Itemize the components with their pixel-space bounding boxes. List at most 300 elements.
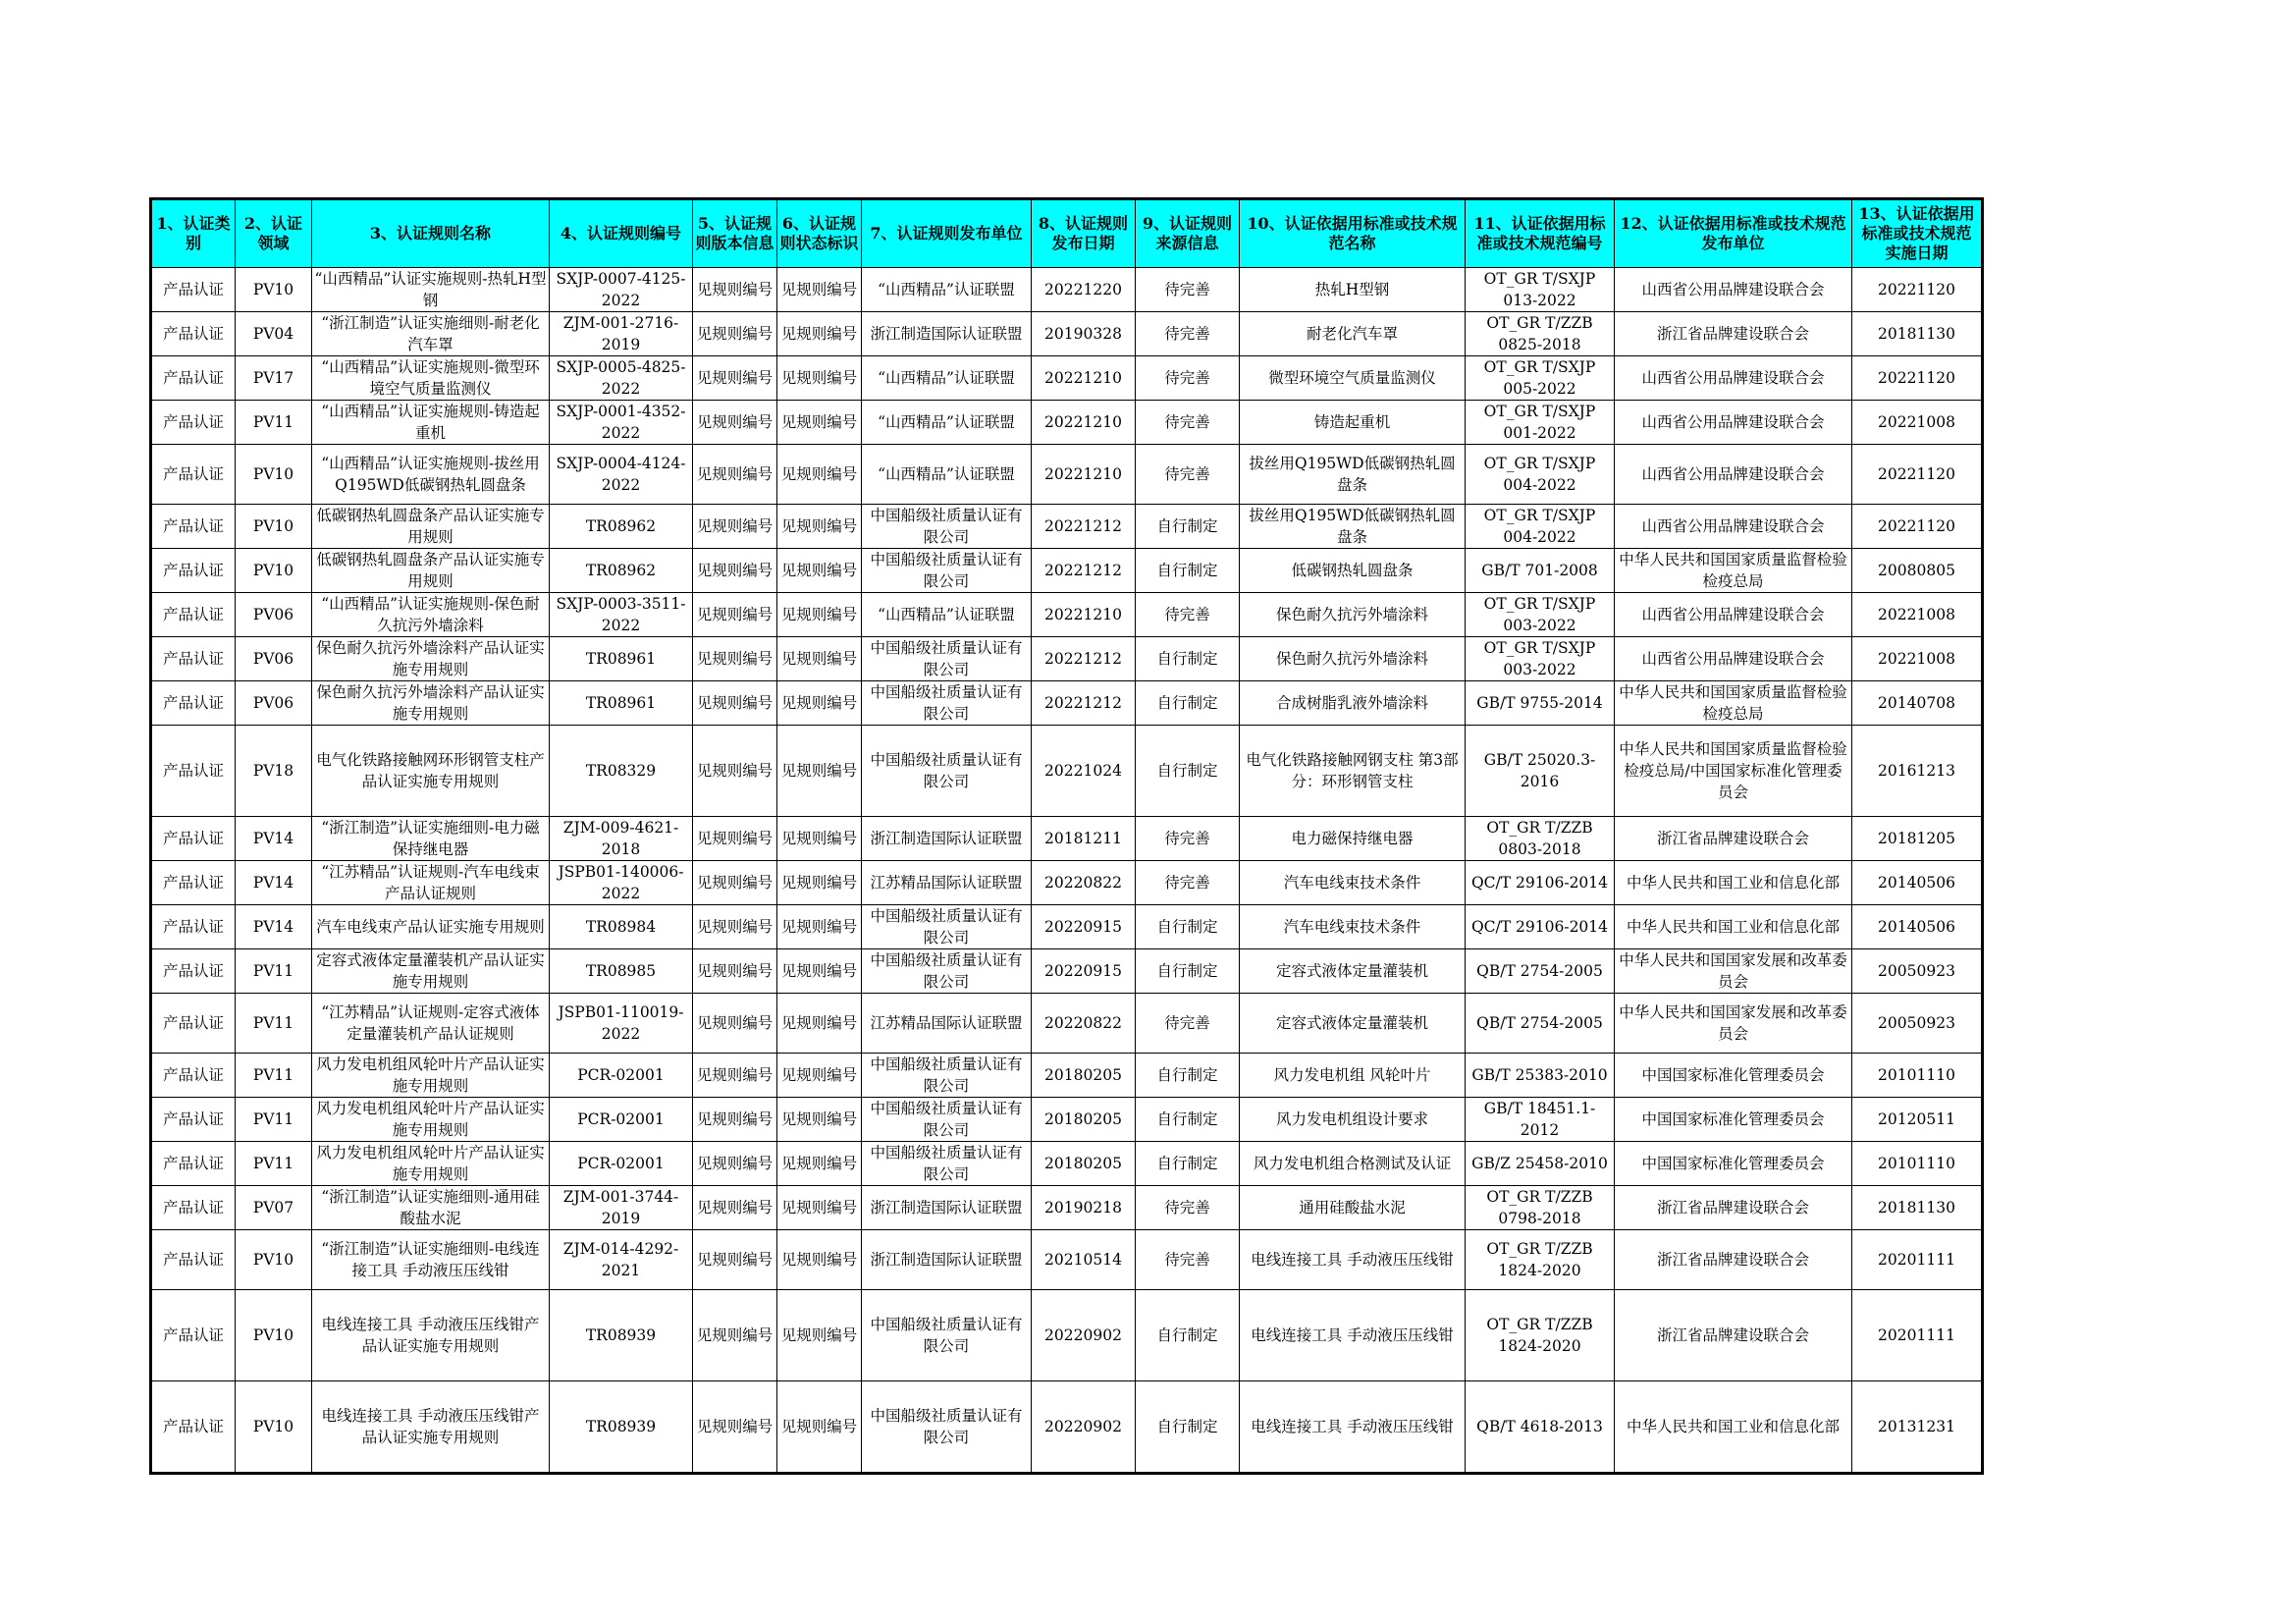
table-cell-col-12: 中华人民共和国工业和信息化部 [1615, 905, 1852, 949]
table-cell-col-13: 20140506 [1852, 905, 1983, 949]
table-cell-col-2: PV10 [236, 1290, 312, 1381]
column-header-12: 12、认证依据用标准或技术规范发布单位 [1615, 199, 1852, 268]
table-cell-col-12: 山西省公用品牌建设联合会 [1615, 505, 1852, 549]
table-cell-col-2: PV10 [236, 1381, 312, 1474]
table-cell-col-11: OT_GR T/SXJP 001-2022 [1466, 401, 1615, 445]
column-header-1: 1、认证类别 [151, 199, 236, 268]
table-cell-col-6: 见规则编号 [777, 994, 862, 1054]
column-header-8: 8、认证规则发布日期 [1032, 199, 1136, 268]
table-cell-col-9: 自行制定 [1136, 726, 1240, 817]
table-cell-col-4: ZJM-001-2716-2019 [550, 312, 693, 356]
table-cell-col-12: 中华人民共和国国家质量监督检验检疫总局/中国国家标准化管理委员会 [1615, 726, 1852, 817]
table-cell-col-7: 中国船级社质量认证有限公司 [862, 949, 1032, 994]
table-cell-col-2: PV11 [236, 1142, 312, 1186]
table-cell-col-4: ZJM-001-3744-2019 [550, 1186, 693, 1230]
table-cell-col-4: SXJP-0003-3511-2022 [550, 593, 693, 637]
table-cell-col-4: JSPB01-110019-2022 [550, 994, 693, 1054]
table-row [151, 1186, 1983, 1230]
table-cell-col-2: PV07 [236, 1186, 312, 1230]
table-cell-col-8: 20190328 [1032, 312, 1136, 356]
table-cell-col-9: 待完善 [1136, 1186, 1240, 1230]
table-cell-col-10: 拔丝用Q195WD低碳钢热轧圆盘条 [1240, 505, 1466, 549]
table-cell-col-5: 见规则编号 [693, 1054, 777, 1098]
table-cell-col-8: 20220915 [1032, 949, 1136, 994]
table-cell-col-6: 见规则编号 [777, 1230, 862, 1290]
table-cell-col-5: 见规则编号 [693, 549, 777, 593]
table-row [151, 401, 1983, 445]
table-cell-col-4: PCR-02001 [550, 1098, 693, 1142]
table-cell-col-1: 产品认证 [151, 949, 236, 994]
table-cell-col-1: 产品认证 [151, 861, 236, 905]
table-cell-col-12: 山西省公用品牌建设联合会 [1615, 445, 1852, 505]
table-cell-col-12: 山西省公用品牌建设联合会 [1615, 593, 1852, 637]
table-cell-col-11: OT_GR T/SXJP 003-2022 [1466, 593, 1615, 637]
table-cell-col-10: 定容式液体定量灌装机 [1240, 949, 1466, 994]
table-cell-col-4: TR08962 [550, 549, 693, 593]
table-cell-col-2: PV17 [236, 356, 312, 401]
table-row [151, 949, 1983, 994]
table-cell-col-1: 产品认证 [151, 637, 236, 681]
table-cell-col-10: 耐老化汽车罩 [1240, 312, 1466, 356]
table-cell-col-10: 微型环境空气质量监测仪 [1240, 356, 1466, 401]
table-cell-col-9: 待完善 [1136, 401, 1240, 445]
table-cell-col-9: 待完善 [1136, 356, 1240, 401]
table-cell-col-3: “浙江制造”认证实施细则-通用硅酸盐水泥 [312, 1186, 550, 1230]
table-cell-col-11: OT_GR T/SXJP 005-2022 [1466, 356, 1615, 401]
table-row [151, 268, 1983, 312]
column-header-7: 7、认证规则发布单位 [862, 199, 1032, 268]
table-cell-col-3: 风力发电机组风轮叶片产品认证实施专用规则 [312, 1142, 550, 1186]
table-cell-col-6: 见规则编号 [777, 817, 862, 861]
table-header-row [151, 199, 1983, 268]
table-cell-col-8: 20210514 [1032, 1230, 1136, 1290]
table-cell-col-9: 待完善 [1136, 593, 1240, 637]
table-cell-col-6: 见规则编号 [777, 505, 862, 549]
table-row [151, 445, 1983, 505]
table-cell-col-5: 见规则编号 [693, 949, 777, 994]
table-cell-col-4: SXJP-0001-4352-2022 [550, 401, 693, 445]
table-cell-col-8: 20221210 [1032, 356, 1136, 401]
table-cell-col-2: PV10 [236, 445, 312, 505]
table-row [151, 637, 1983, 681]
column-header-2: 2、认证领域 [236, 199, 312, 268]
table-cell-col-10: 风力发电机组设计要求 [1240, 1098, 1466, 1142]
table-cell-col-7: 中国船级社质量认证有限公司 [862, 1098, 1032, 1142]
table-cell-col-3: 电气化铁路接触网环形钢管支柱产品认证实施专用规则 [312, 726, 550, 817]
table-cell-col-13: 20221120 [1852, 505, 1983, 549]
table-cell-col-3: “浙江制造”认证实施细则-耐老化汽车罩 [312, 312, 550, 356]
table-cell-col-6: 见规则编号 [777, 445, 862, 505]
table-cell-col-8: 20220915 [1032, 905, 1136, 949]
table-cell-col-13: 20140708 [1852, 681, 1983, 726]
table-cell-col-3: “江苏精品”认证规则-定容式液体定量灌装机产品认证规则 [312, 994, 550, 1054]
table-cell-col-9: 待完善 [1136, 1230, 1240, 1290]
table-cell-col-5: 见规则编号 [693, 1290, 777, 1381]
table-cell-col-6: 见规则编号 [777, 593, 862, 637]
table-cell-col-7: 中国船级社质量认证有限公司 [862, 681, 1032, 726]
table-cell-col-6: 见规则编号 [777, 726, 862, 817]
table-cell-col-6: 见规则编号 [777, 1290, 862, 1381]
table-cell-col-8: 20221220 [1032, 268, 1136, 312]
table-cell-col-2: PV04 [236, 312, 312, 356]
table-cell-col-10: 汽车电线束技术条件 [1240, 905, 1466, 949]
table-cell-col-8: 20220822 [1032, 994, 1136, 1054]
table-cell-col-10: 拔丝用Q195WD低碳钢热轧圆盘条 [1240, 445, 1466, 505]
table-cell-col-9: 待完善 [1136, 268, 1240, 312]
table-cell-col-9: 自行制定 [1136, 1054, 1240, 1098]
table-cell-col-3: “山西精品”认证实施规则-热轧H型钢 [312, 268, 550, 312]
table-cell-col-5: 见规则编号 [693, 861, 777, 905]
table-cell-col-1: 产品认证 [151, 681, 236, 726]
table-cell-col-2: PV11 [236, 401, 312, 445]
table-cell-col-3: “山西精品”认证实施规则-铸造起重机 [312, 401, 550, 445]
table-row [151, 312, 1983, 356]
table-cell-col-10: 铸造起重机 [1240, 401, 1466, 445]
table-cell-col-2: PV18 [236, 726, 312, 817]
table-row [151, 593, 1983, 637]
table-cell-col-7: 浙江制造国际认证联盟 [862, 1230, 1032, 1290]
certification-rules-sheet [149, 197, 1984, 1475]
table-cell-col-2: PV11 [236, 1054, 312, 1098]
table-cell-col-6: 见规则编号 [777, 549, 862, 593]
table-cell-col-6: 见规则编号 [777, 637, 862, 681]
table-cell-col-13: 20221120 [1852, 445, 1983, 505]
table-cell-col-13: 20131231 [1852, 1381, 1983, 1474]
table-cell-col-3: “山西精品”认证实施规则-微型环境空气质量监测仪 [312, 356, 550, 401]
table-cell-col-7: 中国船级社质量认证有限公司 [862, 1142, 1032, 1186]
table-cell-col-4: TR08961 [550, 681, 693, 726]
table-cell-col-6: 见规则编号 [777, 401, 862, 445]
table-cell-col-5: 见规则编号 [693, 637, 777, 681]
table-cell-col-11: OT_GR T/ZZB 1824-2020 [1466, 1290, 1615, 1381]
table-cell-col-5: 见规则编号 [693, 401, 777, 445]
column-header-11: 11、认证依据用标准或技术规范编号 [1466, 199, 1615, 268]
table-cell-col-1: 产品认证 [151, 905, 236, 949]
table-cell-col-1: 产品认证 [151, 1186, 236, 1230]
table-cell-col-3: 定容式液体定量灌装机产品认证实施专用规则 [312, 949, 550, 994]
table-cell-col-8: 20220902 [1032, 1290, 1136, 1381]
table-cell-col-6: 见规则编号 [777, 861, 862, 905]
table-cell-col-11: QB/T 4618-2013 [1466, 1381, 1615, 1474]
table-cell-col-3: 电线连接工具 手动液压压线钳产品认证实施专用规则 [312, 1290, 550, 1381]
table-row [151, 1290, 1983, 1381]
table-cell-col-7: 中国船级社质量认证有限公司 [862, 549, 1032, 593]
table-cell-col-10: 风力发电机组 风轮叶片 [1240, 1054, 1466, 1098]
table-cell-col-12: 中华人民共和国国家质量监督检验检疫总局 [1615, 681, 1852, 726]
table-row [151, 817, 1983, 861]
table-cell-col-10: 电力磁保持继电器 [1240, 817, 1466, 861]
table-cell-col-9: 待完善 [1136, 861, 1240, 905]
table-cell-col-11: OT_GR T/ZZB 1824-2020 [1466, 1230, 1615, 1290]
table-cell-col-11: OT_GR T/SXJP 004-2022 [1466, 505, 1615, 549]
table-cell-col-11: OT_GR T/SXJP 003-2022 [1466, 637, 1615, 681]
table-cell-col-13: 20201111 [1852, 1290, 1983, 1381]
table-cell-col-8: 20221210 [1032, 593, 1136, 637]
table-cell-col-5: 见规则编号 [693, 681, 777, 726]
table-cell-col-7: 中国船级社质量认证有限公司 [862, 505, 1032, 549]
table-cell-col-8: 20220902 [1032, 1381, 1136, 1474]
table-cell-col-2: PV14 [236, 861, 312, 905]
column-header-5: 5、认证规则版本信息 [693, 199, 777, 268]
column-header-3: 3、认证规则名称 [312, 199, 550, 268]
table-cell-col-12: 山西省公用品牌建设联合会 [1615, 268, 1852, 312]
table-cell-col-12: 中国国家标准化管理委员会 [1615, 1098, 1852, 1142]
table-cell-col-1: 产品认证 [151, 549, 236, 593]
table-cell-col-2: PV11 [236, 994, 312, 1054]
table-cell-col-11: GB/T 25383-2010 [1466, 1054, 1615, 1098]
table-row [151, 1054, 1983, 1098]
table-cell-col-10: 汽车电线束技术条件 [1240, 861, 1466, 905]
table-cell-col-13: 20050923 [1852, 994, 1983, 1054]
table-cell-col-10: 低碳钢热轧圆盘条 [1240, 549, 1466, 593]
table-cell-col-11: OT_GR T/ZZB 0798-2018 [1466, 1186, 1615, 1230]
table-cell-col-1: 产品认证 [151, 1230, 236, 1290]
table-cell-col-4: TR08329 [550, 726, 693, 817]
table-cell-col-2: PV10 [236, 268, 312, 312]
table-cell-col-5: 见规则编号 [693, 1098, 777, 1142]
table-row [151, 505, 1983, 549]
table-cell-col-8: 20221210 [1032, 445, 1136, 505]
table-cell-col-10: 电线连接工具 手动液压压线钳 [1240, 1381, 1466, 1474]
table-row [151, 905, 1983, 949]
table-cell-col-2: PV06 [236, 681, 312, 726]
table-cell-col-13: 20221120 [1852, 268, 1983, 312]
table-cell-col-7: “山西精品”认证联盟 [862, 593, 1032, 637]
table-cell-col-1: 产品认证 [151, 505, 236, 549]
table-cell-col-12: 山西省公用品牌建设联合会 [1615, 637, 1852, 681]
table-cell-col-4: TR08939 [550, 1290, 693, 1381]
table-cell-col-10: 电气化铁路接触网钢支柱 第3部分：环形钢管支柱 [1240, 726, 1466, 817]
table-cell-col-1: 产品认证 [151, 445, 236, 505]
table-cell-col-11: GB/T 25020.3-2016 [1466, 726, 1615, 817]
table-cell-col-6: 见规则编号 [777, 1054, 862, 1098]
table-cell-col-10: 保色耐久抗污外墙涂料 [1240, 593, 1466, 637]
table-row [151, 726, 1983, 817]
table-row [151, 549, 1983, 593]
table-cell-col-11: GB/T 701-2008 [1466, 549, 1615, 593]
table-cell-col-8: 20221212 [1032, 637, 1136, 681]
table-cell-col-11: GB/T 9755-2014 [1466, 681, 1615, 726]
table-cell-col-4: JSPB01-140006-2022 [550, 861, 693, 905]
table-cell-col-3: 汽车电线束产品认证实施专用规则 [312, 905, 550, 949]
table-cell-col-9: 自行制定 [1136, 1098, 1240, 1142]
table-cell-col-13: 20181205 [1852, 817, 1983, 861]
table-cell-col-12: 中华人民共和国国家发展和改革委员会 [1615, 994, 1852, 1054]
table-cell-col-5: 见规则编号 [693, 905, 777, 949]
table-row [151, 1230, 1983, 1290]
table-cell-col-9: 自行制定 [1136, 905, 1240, 949]
table-cell-col-10: 热轧H型钢 [1240, 268, 1466, 312]
table-cell-col-6: 见规则编号 [777, 1381, 862, 1474]
table-row [151, 681, 1983, 726]
table-cell-col-11: OT_GR T/SXJP 013-2022 [1466, 268, 1615, 312]
table-cell-col-5: 见规则编号 [693, 268, 777, 312]
column-header-9: 9、认证规则来源信息 [1136, 199, 1240, 268]
table-cell-col-3: “山西精品”认证实施规则-保色耐久抗污外墙涂料 [312, 593, 550, 637]
column-header-6: 6、认证规则状态标识 [777, 199, 862, 268]
table-cell-col-12: 中华人民共和国工业和信息化部 [1615, 1381, 1852, 1474]
table-row [151, 994, 1983, 1054]
table-cell-col-2: PV11 [236, 1098, 312, 1142]
table-cell-col-6: 见规则编号 [777, 1186, 862, 1230]
table-cell-col-10: 风力发电机组合格测试及认证 [1240, 1142, 1466, 1186]
table-cell-col-5: 见规则编号 [693, 312, 777, 356]
table-cell-col-12: 中华人民共和国工业和信息化部 [1615, 861, 1852, 905]
table-cell-col-7: 江苏精品国际认证联盟 [862, 994, 1032, 1054]
table-cell-col-3: “浙江制造”认证实施细则-电线连接工具 手动液压压线钳 [312, 1230, 550, 1290]
table-cell-col-12: 浙江省品牌建设联合会 [1615, 312, 1852, 356]
table-cell-col-2: PV10 [236, 549, 312, 593]
table-cell-col-13: 20161213 [1852, 726, 1983, 817]
table-cell-col-9: 自行制定 [1136, 681, 1240, 726]
table-cell-col-2: PV10 [236, 505, 312, 549]
table-cell-col-4: PCR-02001 [550, 1054, 693, 1098]
table-cell-col-7: 江苏精品国际认证联盟 [862, 861, 1032, 905]
table-cell-col-13: 20181130 [1852, 1186, 1983, 1230]
table-cell-col-6: 见规则编号 [777, 905, 862, 949]
table-cell-col-3: 低碳钢热轧圆盘条产品认证实施专用规则 [312, 505, 550, 549]
table-cell-col-1: 产品认证 [151, 1098, 236, 1142]
table-cell-col-12: 浙江省品牌建设联合会 [1615, 1290, 1852, 1381]
table-cell-col-7: 中国船级社质量认证有限公司 [862, 726, 1032, 817]
table-cell-col-4: TR08985 [550, 949, 693, 994]
table-cell-col-4: SXJP-0005-4825-2022 [550, 356, 693, 401]
table-cell-col-11: QB/T 2754-2005 [1466, 994, 1615, 1054]
table-cell-col-1: 产品认证 [151, 817, 236, 861]
table-cell-col-2: PV06 [236, 593, 312, 637]
table-cell-col-7: 中国船级社质量认证有限公司 [862, 1381, 1032, 1474]
table-cell-col-5: 见规则编号 [693, 593, 777, 637]
table-cell-col-8: 20190218 [1032, 1186, 1136, 1230]
table-cell-col-1: 产品认证 [151, 268, 236, 312]
table-cell-col-9: 自行制定 [1136, 505, 1240, 549]
table-cell-col-3: 电线连接工具 手动液压压线钳产品认证实施专用规则 [312, 1381, 550, 1474]
table-cell-col-5: 见规则编号 [693, 817, 777, 861]
table-cell-col-3: “江苏精品”认证规则-汽车电线束产品认证规则 [312, 861, 550, 905]
table-cell-col-2: PV11 [236, 949, 312, 994]
table-cell-col-6: 见规则编号 [777, 356, 862, 401]
table-cell-col-12: 浙江省品牌建设联合会 [1615, 1186, 1852, 1230]
table-row [151, 356, 1983, 401]
table-row [151, 1142, 1983, 1186]
table-cell-col-11: QB/T 2754-2005 [1466, 949, 1615, 994]
table-cell-col-6: 见规则编号 [777, 681, 862, 726]
table-cell-col-8: 20180205 [1032, 1142, 1136, 1186]
table-cell-col-12: 中华人民共和国国家质量监督检验检疫总局 [1615, 549, 1852, 593]
table-cell-col-5: 见规则编号 [693, 1381, 777, 1474]
certification-rules-table [149, 197, 1984, 1475]
table-cell-col-5: 见规则编号 [693, 505, 777, 549]
table-cell-col-9: 自行制定 [1136, 1290, 1240, 1381]
table-cell-col-13: 20221120 [1852, 356, 1983, 401]
table-cell-col-13: 20181130 [1852, 312, 1983, 356]
table-cell-col-1: 产品认证 [151, 312, 236, 356]
table-cell-col-11: GB/Z 25458-2010 [1466, 1142, 1615, 1186]
column-header-10: 10、认证依据用标准或技术规范名称 [1240, 199, 1466, 268]
table-cell-col-8: 20221212 [1032, 549, 1136, 593]
table-cell-col-3: 保色耐久抗污外墙涂料产品认证实施专用规则 [312, 637, 550, 681]
table-cell-col-4: TR08962 [550, 505, 693, 549]
table-cell-col-7: “山西精品”认证联盟 [862, 445, 1032, 505]
table-cell-col-2: PV14 [236, 817, 312, 861]
table-cell-col-8: 20181211 [1032, 817, 1136, 861]
table-cell-col-8: 20221212 [1032, 681, 1136, 726]
table-cell-col-1: 产品认证 [151, 994, 236, 1054]
table-cell-col-2: PV14 [236, 905, 312, 949]
table-cell-col-11: GB/T 18451.1-2012 [1466, 1098, 1615, 1142]
table-cell-col-4: SXJP-0007-4125-2022 [550, 268, 693, 312]
table-cell-col-13: 20221008 [1852, 637, 1983, 681]
table-cell-col-7: 中国船级社质量认证有限公司 [862, 637, 1032, 681]
table-cell-col-9: 待完善 [1136, 994, 1240, 1054]
table-cell-col-9: 待完善 [1136, 817, 1240, 861]
table-cell-col-8: 20221212 [1032, 505, 1136, 549]
table-cell-col-6: 见规则编号 [777, 268, 862, 312]
table-cell-col-12: 山西省公用品牌建设联合会 [1615, 356, 1852, 401]
table-cell-col-1: 产品认证 [151, 356, 236, 401]
table-cell-col-2: PV10 [236, 1230, 312, 1290]
table-cell-col-4: SXJP-0004-4124-2022 [550, 445, 693, 505]
table-cell-col-10: 电线连接工具 手动液压压线钳 [1240, 1290, 1466, 1381]
table-cell-col-1: 产品认证 [151, 1290, 236, 1381]
table-cell-col-13: 20221008 [1852, 401, 1983, 445]
table-cell-col-11: OT_GR T/SXJP 004-2022 [1466, 445, 1615, 505]
table-cell-col-8: 20180205 [1032, 1054, 1136, 1098]
table-cell-col-1: 产品认证 [151, 593, 236, 637]
table-cell-col-9: 自行制定 [1136, 1381, 1240, 1474]
table-cell-col-4: TR08961 [550, 637, 693, 681]
table-cell-col-5: 见规则编号 [693, 726, 777, 817]
table-cell-col-9: 自行制定 [1136, 637, 1240, 681]
table-cell-col-4: ZJM-009-4621-2018 [550, 817, 693, 861]
column-header-4: 4、认证规则编号 [550, 199, 693, 268]
table-cell-col-1: 产品认证 [151, 726, 236, 817]
table-cell-col-12: 浙江省品牌建设联合会 [1615, 1230, 1852, 1290]
table-cell-col-3: 风力发电机组风轮叶片产品认证实施专用规则 [312, 1054, 550, 1098]
table-cell-col-6: 见规则编号 [777, 1142, 862, 1186]
table-cell-col-13: 20221008 [1852, 593, 1983, 637]
table-cell-col-5: 见规则编号 [693, 445, 777, 505]
table-cell-col-5: 见规则编号 [693, 1186, 777, 1230]
table-cell-col-12: 中国国家标准化管理委员会 [1615, 1054, 1852, 1098]
table-cell-col-7: “山西精品”认证联盟 [862, 268, 1032, 312]
table-cell-col-13: 20101110 [1852, 1142, 1983, 1186]
table-cell-col-7: 中国船级社质量认证有限公司 [862, 1054, 1032, 1098]
table-row [151, 1098, 1983, 1142]
table-cell-col-3: “山西精品”认证实施规则-拔丝用Q195WD低碳钢热轧圆盘条 [312, 445, 550, 505]
table-cell-col-11: QC/T 29106-2014 [1466, 861, 1615, 905]
table-cell-col-7: “山西精品”认证联盟 [862, 356, 1032, 401]
table-body [151, 268, 1983, 1474]
table-cell-col-10: 通用硅酸盐水泥 [1240, 1186, 1466, 1230]
table-cell-col-12: 中华人民共和国国家发展和改革委员会 [1615, 949, 1852, 994]
table-cell-col-7: 中国船级社质量认证有限公司 [862, 905, 1032, 949]
table-cell-col-4: TR08939 [550, 1381, 693, 1474]
table-cell-col-5: 见规则编号 [693, 356, 777, 401]
table-cell-col-11: OT_GR T/ZZB 0803-2018 [1466, 817, 1615, 861]
table-cell-col-13: 20050923 [1852, 949, 1983, 994]
table-cell-col-11: OT_GR T/ZZB 0825-2018 [1466, 312, 1615, 356]
table-cell-col-4: PCR-02001 [550, 1142, 693, 1186]
table-cell-col-7: 中国船级社质量认证有限公司 [862, 1290, 1032, 1381]
table-row [151, 1381, 1983, 1474]
table-cell-col-12: 中国国家标准化管理委员会 [1615, 1142, 1852, 1186]
table-cell-col-1: 产品认证 [151, 1381, 236, 1474]
table-cell-col-13: 20120511 [1852, 1098, 1983, 1142]
table-row [151, 861, 1983, 905]
table-cell-col-9: 待完善 [1136, 312, 1240, 356]
table-cell-col-3: 风力发电机组风轮叶片产品认证实施专用规则 [312, 1098, 550, 1142]
